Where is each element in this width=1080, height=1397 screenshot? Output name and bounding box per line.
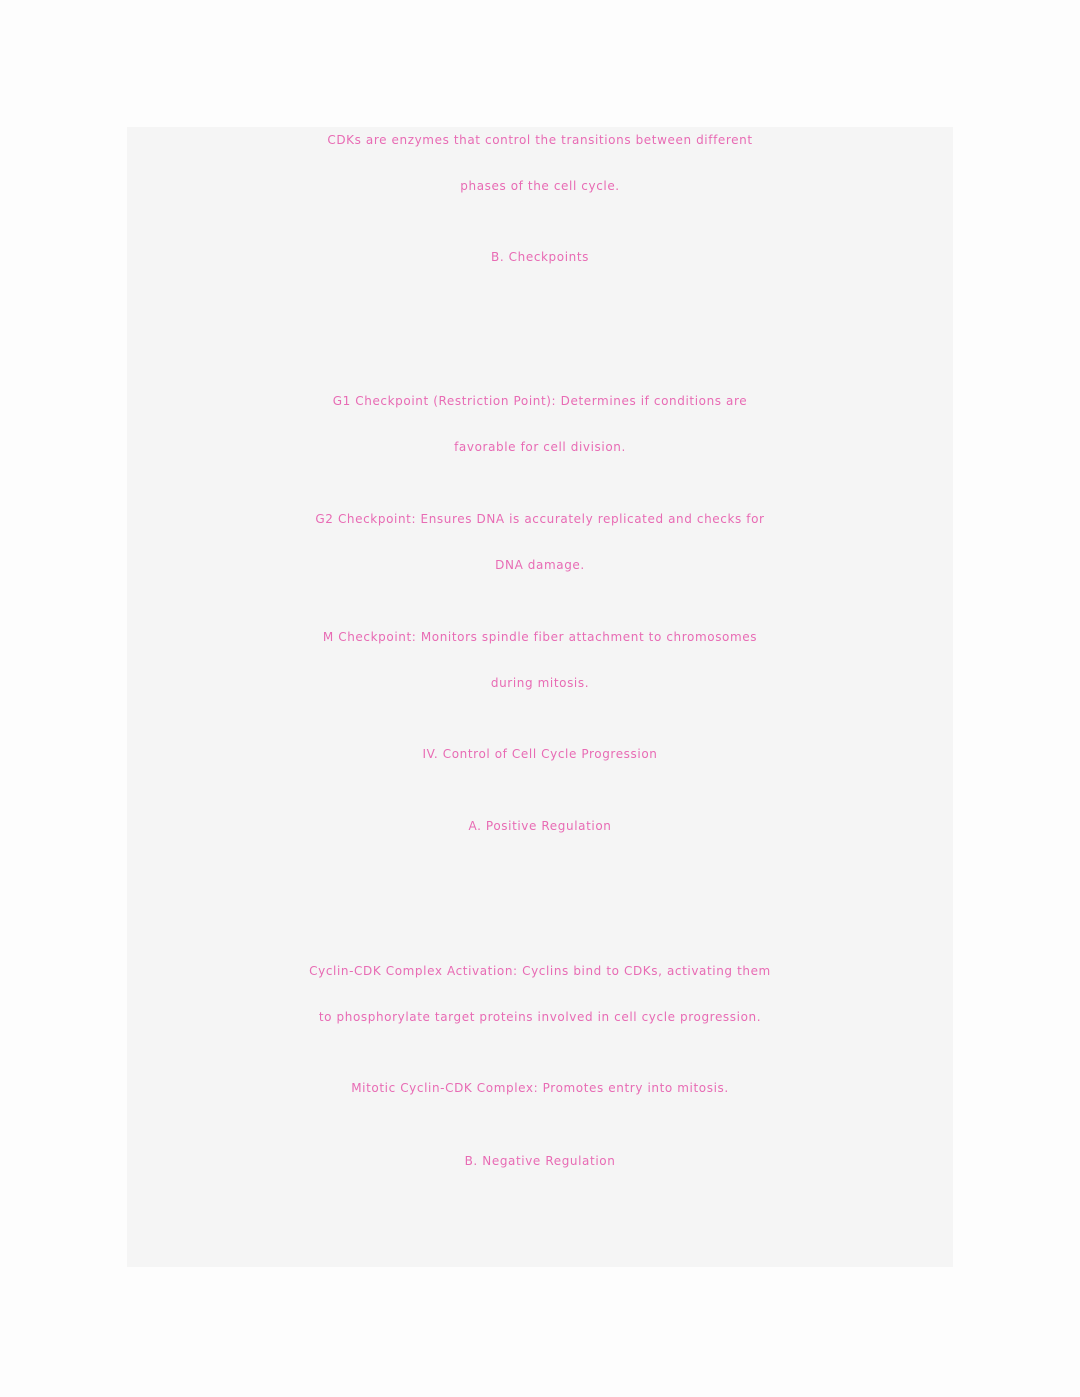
- g1-checkpoint-line-1: G1 Checkpoint (Restriction Point): Determines if conditions are: [332, 394, 748, 408]
- cyclin-cdk-activation-line-2: to phosphorylate target proteins involved in cell cycle progression.: [318, 1010, 762, 1024]
- negative-regulation-heading: B. Negative Regulation: [464, 1154, 616, 1168]
- g2-checkpoint-line-1: G2 Checkpoint: Ensures DNA is accurately replicated and checks for: [315, 512, 765, 526]
- cyclin-cdk-activation-line-1: Cyclin-CDK Complex Activation: Cyclins bind to CDKs, activating them: [309, 964, 771, 978]
- m-checkpoint-line-1: M Checkpoint: Monitors spindle fiber attachment to chromosomes: [322, 630, 758, 644]
- control-progression-heading: IV. Control of Cell Cycle Progression: [422, 747, 658, 761]
- mitotic-cyclin-cdk-line: Mitotic Cyclin-CDK Complex: Promotes entry into mitosis.: [351, 1081, 729, 1095]
- document-panel: [127, 127, 953, 1267]
- g2-checkpoint-line-2: DNA damage.: [495, 558, 585, 572]
- cdk-definition-line-1: CDKs are enzymes that control the transitions between different: [327, 133, 753, 147]
- m-checkpoint-line-2: during mitosis.: [490, 676, 590, 690]
- positive-regulation-heading: A. Positive Regulation: [468, 819, 612, 833]
- g1-checkpoint-line-2: favorable for cell division.: [454, 440, 626, 454]
- cdk-definition-line-2: phases of the cell cycle.: [460, 179, 620, 193]
- checkpoints-heading: B. Checkpoints: [490, 250, 590, 264]
